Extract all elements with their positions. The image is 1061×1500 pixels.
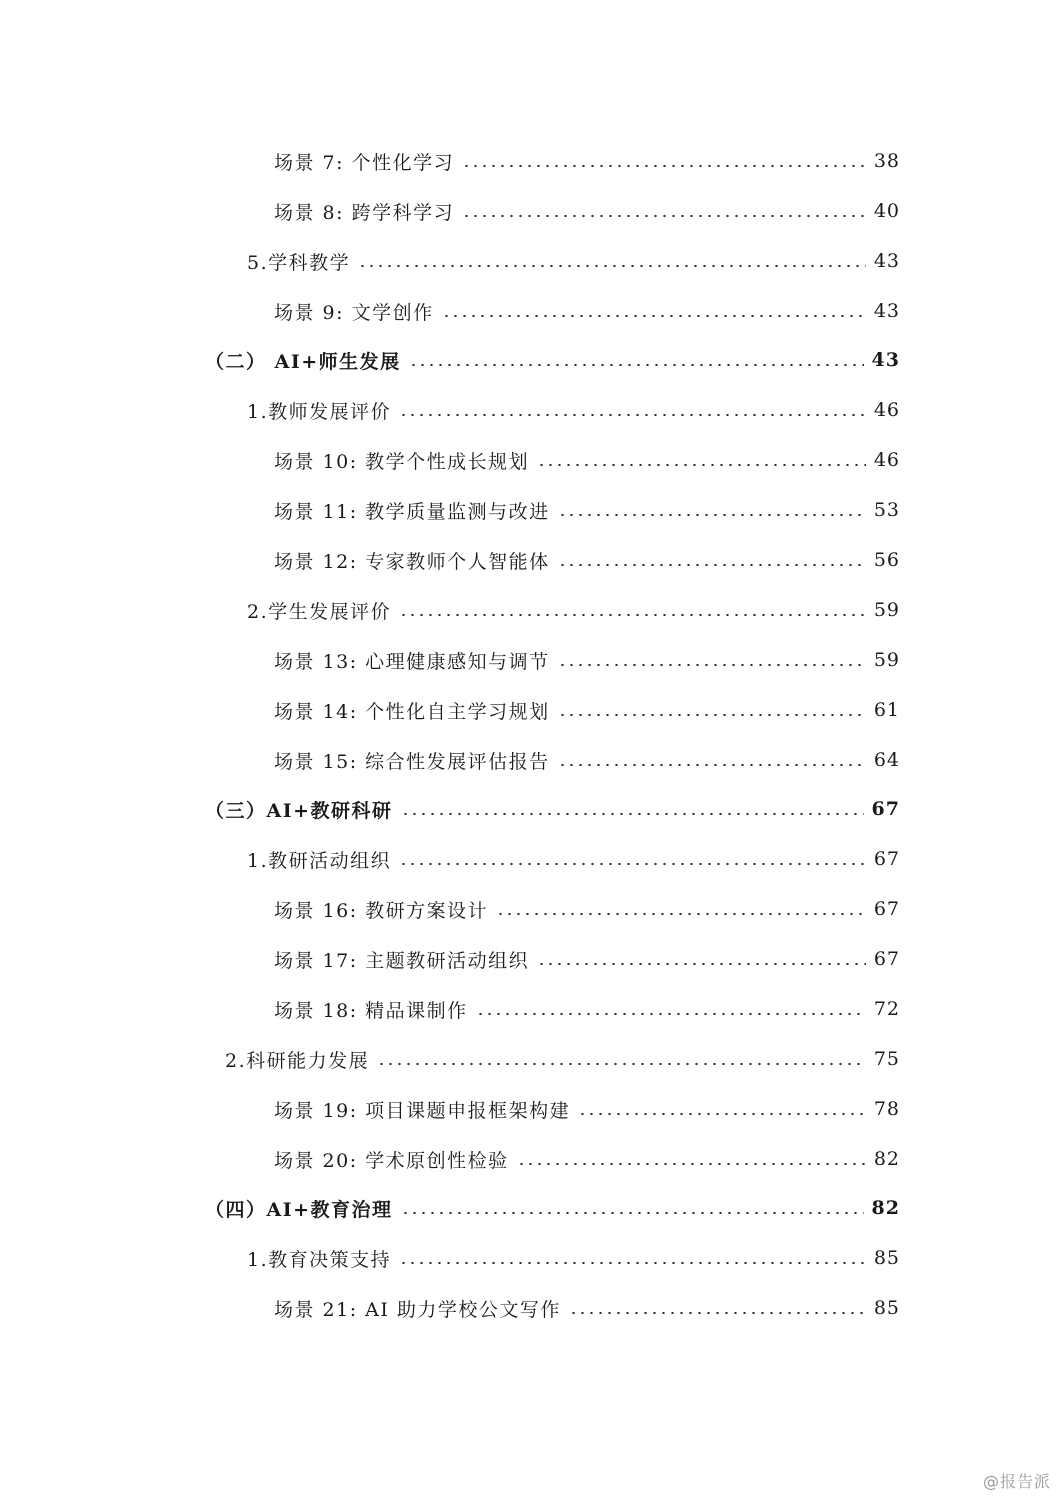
toc-section-entry[interactable] xyxy=(205,794,900,824)
toc-entry-page: 59 xyxy=(873,599,900,621)
toc-entry-page: 46 xyxy=(873,399,900,421)
toc-section-entry[interactable] xyxy=(205,345,900,375)
dot-leader xyxy=(558,714,866,716)
toc-entry-title: 场景 14: 个性化自主学习规划 xyxy=(274,700,550,723)
dot-leader xyxy=(442,315,866,317)
toc-entry-title: 场景 15: 综合性发展评估报告 xyxy=(274,750,550,773)
toc-entry-page: 75 xyxy=(873,1048,900,1070)
toc-entry[interactable] xyxy=(274,1144,900,1174)
toc-entry-page: 61 xyxy=(873,699,900,721)
dot-leader xyxy=(496,913,866,915)
toc-entry[interactable] xyxy=(247,1243,900,1273)
dot-leader xyxy=(399,614,866,616)
dot-leader xyxy=(377,1063,866,1065)
toc-entry[interactable] xyxy=(274,994,900,1024)
toc-entry[interactable] xyxy=(225,1044,900,1074)
toc-entry-page: 43 xyxy=(873,300,900,322)
watermark: @报告派 xyxy=(982,1472,1051,1491)
toc-entry-page: 53 xyxy=(873,499,900,521)
toc-entry-title: 2.科研能力发展 xyxy=(225,1049,370,1072)
dot-leader xyxy=(401,1212,864,1214)
toc-entry[interactable] xyxy=(247,246,900,276)
toc-entry-title: 场景 18: 精品课制作 xyxy=(274,999,468,1022)
toc-entry-title: 2.学生发展评价 xyxy=(247,600,392,623)
toc-entry-title: 场景 11: 教学质量监测与改进 xyxy=(274,500,550,523)
toc-section-entry[interactable] xyxy=(205,1193,900,1223)
toc-entry[interactable] xyxy=(274,146,900,176)
dot-leader xyxy=(569,1312,866,1314)
toc-entry-title: 1.教育决策支持 xyxy=(247,1248,392,1271)
toc-entry[interactable] xyxy=(274,196,900,226)
dot-leader xyxy=(476,1013,866,1015)
dot-leader xyxy=(399,863,866,865)
toc-entry-page: 72 xyxy=(873,998,900,1020)
toc-entry[interactable] xyxy=(247,844,900,874)
toc-entry-page: 59 xyxy=(873,649,900,671)
toc-entry-title: 5.学科教学 xyxy=(247,251,351,274)
dot-leader xyxy=(401,813,864,815)
dot-leader xyxy=(462,165,866,167)
toc-entry-page: 67 xyxy=(873,898,900,920)
toc-entry[interactable] xyxy=(247,595,900,625)
toc-entry-page: 40 xyxy=(873,200,900,222)
toc-entry-page: 85 xyxy=(873,1297,900,1319)
toc-entry-title: 场景 10: 教学个性成长规划 xyxy=(274,450,530,473)
dot-leader xyxy=(578,1113,866,1115)
dot-leader xyxy=(517,1163,866,1165)
toc-entry-title: 场景 12: 专家教师个人智能体 xyxy=(274,550,550,573)
toc-entry-title: 场景 21: AI 助力学校公文写作 xyxy=(274,1298,561,1321)
dot-leader xyxy=(558,764,866,766)
toc-entry-page: 38 xyxy=(873,150,900,172)
toc-entry-page: 43 xyxy=(873,250,900,272)
toc-entry-title: 场景 7: 个性化学习 xyxy=(274,151,455,174)
toc-entry[interactable] xyxy=(274,1293,900,1323)
toc-entry-title: （三）AI+教研科研 xyxy=(205,799,393,822)
toc-entry[interactable] xyxy=(274,645,900,675)
toc-entry[interactable] xyxy=(274,695,900,725)
toc-entry-title: 场景 17: 主题教研活动组织 xyxy=(274,949,530,972)
dot-leader xyxy=(537,464,866,466)
dot-leader xyxy=(537,963,866,965)
dot-leader xyxy=(558,564,866,566)
toc-entry-title: 场景 9: 文学创作 xyxy=(274,301,434,324)
toc-entry-title: （四）AI+教育治理 xyxy=(205,1198,393,1221)
toc-entry-title: 场景 16: 教研方案设计 xyxy=(274,899,489,922)
toc-entry-page: 56 xyxy=(873,549,900,571)
dot-leader xyxy=(558,664,866,666)
dot-leader xyxy=(399,1262,866,1264)
toc-entry-title: 场景 19: 项目课题申报框架构建 xyxy=(274,1099,571,1122)
toc-entry-title: 场景 8: 跨学科学习 xyxy=(274,201,455,224)
dot-leader xyxy=(558,514,866,516)
dot-leader xyxy=(358,265,866,267)
toc-entry[interactable] xyxy=(274,745,900,775)
toc-entry-title: 场景 20: 学术原创性检验 xyxy=(274,1149,509,1172)
toc-entry[interactable] xyxy=(274,495,900,525)
dot-leader xyxy=(409,364,864,366)
toc-entry-page: 78 xyxy=(873,1098,900,1120)
toc-entry-page: 67 xyxy=(871,798,900,820)
toc-entry-page: 82 xyxy=(873,1148,900,1170)
toc-entry[interactable] xyxy=(274,445,900,475)
toc-entry-page: 82 xyxy=(871,1197,900,1219)
toc-entry[interactable] xyxy=(247,395,900,425)
toc-entry[interactable] xyxy=(274,894,900,924)
toc-entry-page: 43 xyxy=(871,349,900,371)
toc-entry-page: 67 xyxy=(873,848,900,870)
toc-entry-page: 67 xyxy=(873,948,900,970)
dot-leader xyxy=(462,215,866,217)
toc-entry[interactable] xyxy=(274,1094,900,1124)
toc-entry-title: 场景 13: 心理健康感知与调节 xyxy=(274,650,550,673)
toc-entry[interactable] xyxy=(274,944,900,974)
dot-leader xyxy=(399,414,866,416)
toc-entry[interactable] xyxy=(274,545,900,575)
toc-entry-title: 1.教研活动组织 xyxy=(247,849,392,872)
toc-entry-title: （二） AI+师生发展 xyxy=(205,350,401,373)
toc-entry-page: 46 xyxy=(873,449,900,471)
toc-entry-title: 1.教师发展评价 xyxy=(247,400,392,423)
toc-entry-page: 64 xyxy=(873,749,900,771)
toc-entry[interactable] xyxy=(274,296,900,326)
toc-entry-page: 85 xyxy=(873,1247,900,1269)
